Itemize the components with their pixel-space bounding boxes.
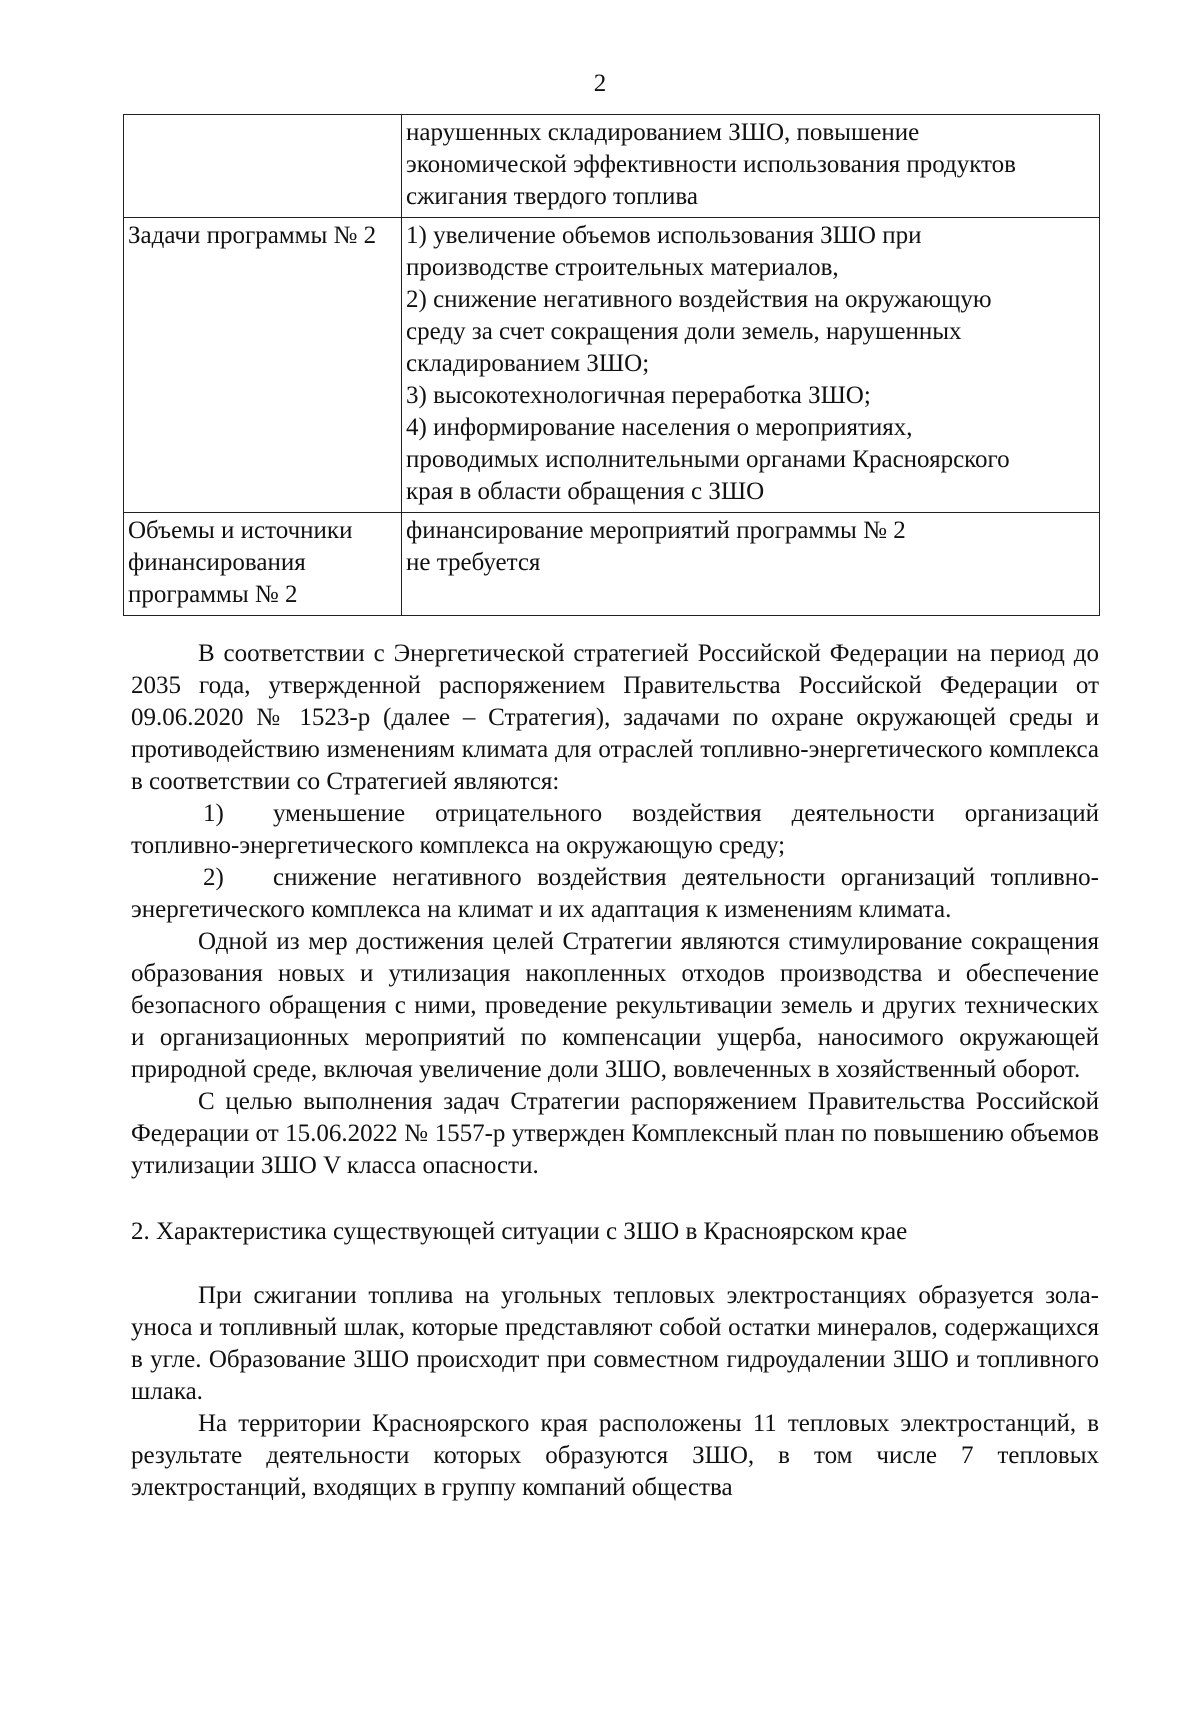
list-item-number: 1)	[203, 800, 224, 827]
paragraph: В соответствии с Энергетической стратегией Российской Федерации на период до 2035 года, утвержденной распоряжением Правительства Российской Федерации от 09.06.2020 № 1523-р (далее – Стратегия), задачами по охране окружающей среды и противодействию изменениям климата для отраслей топливно-энергетического комплекса в соответствии со Стратегией являются:	[131, 640, 1099, 795]
table-row	[124, 218, 1100, 513]
document-body	[131, 638, 1099, 1504]
paragraph: С целью выполнения задач Стратегии распоряжением Правительства Российской Федерации от 15.06.2022 № 1557-р утвержден Комплексный план по повышению объемов утилизации ЗШО V класса опасности.	[131, 1088, 1099, 1179]
list-item	[131, 798, 1099, 862]
paragraph: На территории Красноярского края расположены 11 тепловых электростанций, в результате деятельности которых образуются ЗШО, в том числе 7 тепловых электростанций, входящих в группу компаний общества	[131, 1410, 1099, 1501]
row-value-cell: 1) увеличение объемов использования ЗШО при производстве строительных материалов, 2) снижение негативного воздействия на окружающую среду за счет сокращения доли земель, нарушенных складированием ЗШО; 3) высокотехнологичная переработка ЗШО; 4) информирование населения о мероприятиях, проводимых исполнительными органами Красноярского края в области обращения с ЗШО	[402, 218, 1100, 513]
row-value-cell: финансирование мероприятий программы № 2 не требуется	[402, 513, 1100, 616]
row-label-cell	[124, 115, 402, 218]
list-item-number: 2)	[203, 864, 224, 891]
program-passport-table	[123, 114, 1100, 616]
table-row	[124, 513, 1100, 616]
row-value-cell: нарушенных складированием ЗШО, повышение экономической эффективности использования продуктов сжигания твердого топлива	[402, 115, 1100, 218]
paragraph: Одной из мер достижения целей Стратегии являются стимулирование сокращения образования новых и утилизация накопленных отходов производства и обеспечение безопасного обращения с ними, проведение рекультивации земель и других технических и организационных мероприятий по компенсации ущерба, наносимого окружающей природной среде, включая увеличение доли ЗШО, вовлеченных в хозяйственный оборот.	[131, 928, 1099, 1083]
row-label-cell: Задачи программы № 2	[124, 218, 402, 513]
list-item-text: уменьшение отрицательного воздействия деятельности организаций топливно-энергетического комплекса на окружающую среду;	[131, 800, 1099, 859]
list-item	[131, 862, 1099, 926]
page-number: 2	[593, 70, 607, 97]
row-label-cell: Объемы и источники финансирования программы № 2	[124, 513, 402, 616]
paragraph: При сжигании топлива на угольных тепловых электростанциях образуется зола-уноса и топливный шлак, которые представляют собой остатки минералов, содержащихся в угле. Образование ЗШО происходит при совместном гидроудалении ЗШО и топливного шлака.	[131, 1282, 1099, 1405]
table-row	[124, 115, 1100, 218]
list-item-text: снижение негативного воздействия деятельности организаций топливно-энергетического комплекса на климат и их адаптация к изменениям климата.	[131, 864, 1099, 923]
section-title: 2. Характеристика существующей ситуации с ЗШО в Красноярском крае	[131, 1218, 908, 1245]
